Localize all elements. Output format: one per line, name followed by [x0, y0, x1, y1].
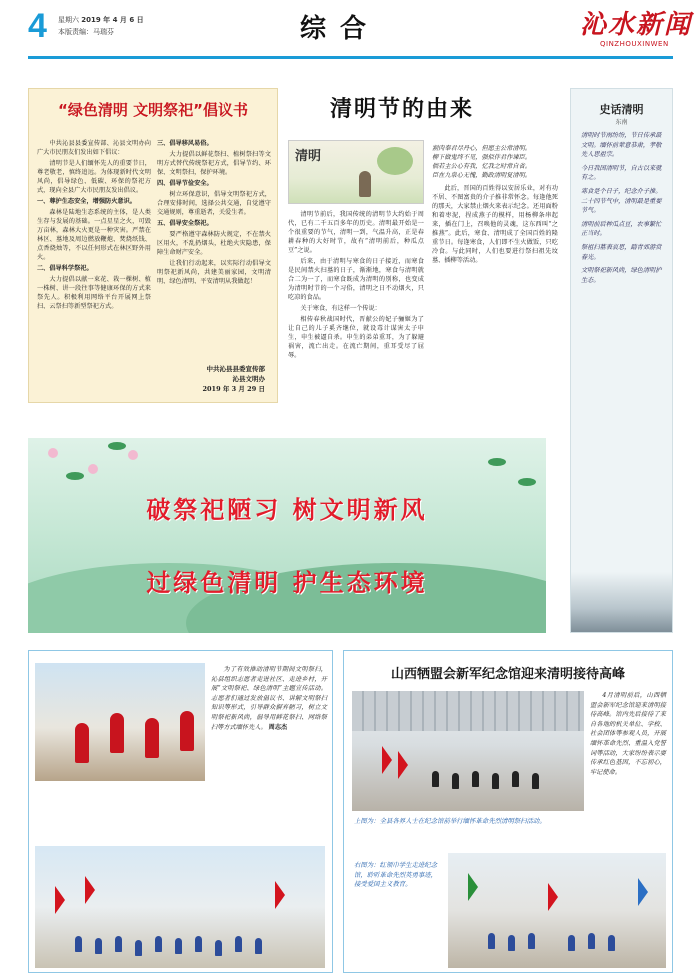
proposal-signature — [203, 364, 265, 394]
proposal-paragraph: 清明节是人们缅怀先人的重要节日，尊老敬老，慎终追远。为体现新时代文明风尚，倡导绿色、低碳、环保的祭祀方式，现向全县广大市民朋友发出倡议。 — [37, 160, 151, 194]
student-figure — [508, 935, 515, 951]
building-illustration — [352, 691, 584, 731]
proposal-paragraph: 让我们行动起来，以实际行动倡导文明祭祀新风尚，共建美丽家园，文明清明、绿色清明、平安清明从我做起！ — [157, 260, 271, 285]
students-photo — [35, 846, 325, 968]
report-paragraph — [211, 665, 327, 732]
proposal-paragraph: 树立环保意识，倡导文明祭祀方式，合理安排时间，选择公共交通，自觉遵守交通规则，尊重逝者，关爱生者。 — [157, 191, 271, 216]
student-figure — [568, 935, 575, 951]
student-figure — [155, 936, 162, 952]
sidebar-body — [581, 131, 665, 289]
volunteer-figure — [145, 718, 159, 758]
proposal-paragraph: 大力提倡以献一束花、栽一棵树、植一株树、讲一段往事等健康环保的方式来祭先人。积极利用网络平台开展网上祭扫、云祭扫等新型祭祀方式。 — [37, 276, 151, 310]
student-figure — [195, 936, 202, 952]
attendee-figure — [532, 773, 539, 789]
proposal-paragraph: 中共沁县县委宣传部、沁县文明办向广大市民朋友们发出如下倡议： — [37, 140, 151, 156]
student-figure — [588, 933, 595, 949]
proposal-heading: 三、倡导移风易俗。 — [157, 140, 213, 147]
slogan-line: 破祭祀陋习 树文明新风 — [146, 496, 428, 524]
article-paragraph: 关于寒食，有这样一个传说： — [300, 305, 381, 312]
photo-caption: 右图为：红领巾学生走进纪念馆，聆听革命先烈英勇事迹，接受爱国主义教育。 — [354, 861, 438, 889]
volunteer-figure — [75, 723, 89, 763]
poem-line: 臣在九泉心无愧，勤政清明复清明。 — [432, 172, 531, 179]
red-flag-icon — [55, 886, 65, 914]
article-paragraph: 相传春秋战国时代，晋献公的妃子骊姬为了让自己的儿子奚齐继位，就设毒计谋害太子申生，申生被逼自杀。申生的弟弟重耳，为了躲避祸害，流亡出走。在流亡期间，重耳受尽了屈辱。 — [288, 316, 424, 359]
student-figure — [255, 938, 262, 954]
photo-caption: 上图为：全县各界人士在纪念馆前举行缅怀革命先烈清明祭扫活动。 — [354, 817, 546, 825]
article-title: 清明节的由来 — [330, 97, 475, 122]
sidebar-line: 清明前后种瓜点豆，农事繁忙正当时。 — [581, 220, 662, 238]
issue-date: 2019 年 4 月 6 日 — [81, 16, 144, 24]
poem-line: 倘若主公心有我，忆我之时常自省。 — [432, 163, 531, 170]
proposal-heading: 二、倡导科学祭祀。 — [37, 265, 93, 272]
photo-credit: 周志杰 — [268, 723, 288, 731]
tree-illustration — [377, 147, 413, 175]
leaf-icon — [488, 458, 506, 466]
report-right — [343, 650, 673, 973]
red-flag-icon — [275, 881, 285, 909]
sidebar-line: 寒食是个日子，纪念介子推。二十四节气中，清明最是重要节气。 — [581, 187, 662, 215]
students-photo — [448, 853, 666, 968]
green-flag-icon — [468, 873, 478, 901]
attendee-figure — [492, 773, 499, 789]
article-photo — [288, 140, 424, 204]
figure-illustration — [359, 171, 371, 197]
proposal-paragraph: 大力提倡以鲜花祭扫、植树祭扫等文明方式替代传统祭祀方式，倡导节约、环保、文明祭扫，保护环境。 — [157, 151, 271, 176]
article-paragraph: 此后，晋国的百姓得以安居乐业，对有功不居、不图富贵的介子推非常怀念。每逢他死的那天，大家禁止烟火来表示纪念。还用面粉和着枣泥，捏成燕子的模样，用杨柳条串起来，插在门上，召唤他的灵魂，这东西叫“之推燕”。此后，寒食、清明成了全国百姓的隆重节日。每逢寒食，人们即不生火做饭，只吃冷食。与此同时，人们也要进行祭扫祖先坟墓、插柳等活动。 — [432, 185, 558, 264]
report-right-text — [590, 691, 666, 777]
proposal-body — [37, 139, 271, 313]
proposal-heading: 五、倡导安全祭祀。 — [157, 220, 213, 227]
volunteer-photo — [35, 663, 205, 781]
flower-icon — [128, 450, 138, 460]
leaf-icon — [518, 478, 536, 486]
proposal-paragraph: 森林是陆地生态系统的主体，是人类生存与发展的基础。一点星星之火，可毁万亩林，森林大火更是一种灾害。严禁在林区、墓地及周边燃放鞭炮、焚烧纸钱、点香烧烛等，不以任何形式在林区野外用火。 — [37, 209, 151, 261]
header-info — [58, 14, 144, 38]
sidebar-line: 祭祖扫墓表哀思，踏青郊游赏春光。 — [581, 243, 662, 261]
sidebar-line: 清明时节雨纷纷，节日传承最文明。缅怀前辈意恭肃，孝敬先人思祖宗。 — [581, 132, 662, 159]
newspaper-logo-en: QINZHOUXINWEN — [600, 40, 669, 48]
sidebar-line: 文明祭祀新风尚，绿色清明护生态。 — [581, 267, 662, 284]
sidebar-title: 史话清明 — [599, 103, 644, 116]
mountain-illustration — [571, 572, 672, 632]
proposal-box — [28, 88, 278, 403]
student-figure — [488, 933, 495, 949]
volunteer-figure — [110, 713, 124, 753]
report-left — [28, 650, 333, 973]
attendee-figure — [452, 773, 459, 789]
attendee-figure — [472, 771, 479, 787]
student-figure — [608, 935, 615, 951]
signature-org: 中共沁县县委宣传部 — [206, 365, 265, 373]
article-poem — [432, 144, 558, 180]
sidebar-author: 东南 — [615, 119, 628, 126]
proposal-column — [157, 139, 271, 313]
article-column — [288, 210, 424, 400]
poem-line: 柳下做鬼终不见，强似伴君作谏臣。 — [432, 154, 531, 161]
attendee-figure — [512, 771, 519, 787]
attendee-figure — [432, 771, 439, 787]
signature-org: 沁县文明办 — [232, 375, 265, 383]
leaf-icon — [66, 472, 84, 480]
editor-credit: 本版责编：马瑞芬 — [58, 28, 114, 36]
report-left-text — [211, 665, 327, 732]
volunteer-figure — [180, 711, 194, 751]
student-figure — [528, 933, 535, 949]
red-flag-icon — [548, 883, 558, 911]
slogan-line: 过绿色清明 护生态环境 — [146, 569, 428, 597]
photo-calligraphy: 清明 — [295, 149, 322, 164]
sidebar-box — [570, 88, 673, 633]
article-paragraph: 后来，由于清明与寒食的日子接近，而寒食是民间禁火扫墓的日子，渐渐地，寒食与清明就合二为一了，而寒食既成为清明的别称，也变成为清明时节的一个习俗，清明之日不动烟火，只吃凉的食品。 — [288, 258, 424, 301]
header-rule — [28, 56, 673, 59]
student-figure — [175, 938, 182, 954]
proposal-heading: 一、尊护生态安全，增强防火意识。 — [37, 198, 136, 205]
report-paragraph: 4月清明前后，山西牺盟会新军纪念馆迎来清明接待高峰。馆内先后接待了来自各地的机关单位、学校、社会团体等参观人员，开展缅怀革命先烈、重温入党誓词等活动，大家纷纷表示要传承红色基因，不忘初心，牢记使命。 — [590, 692, 666, 776]
newspaper-logo: 沁水新闻 — [580, 10, 693, 40]
flower-icon — [48, 448, 58, 458]
student-figure — [235, 936, 242, 952]
page-number: 4 — [28, 7, 47, 45]
article-column — [432, 140, 558, 400]
poem-line: 割肉奉君尽丹心，但愿主公常清明。 — [432, 145, 531, 152]
signature-date: 2019 年 3 月 29 日 — [202, 385, 265, 393]
red-flag-icon — [85, 876, 95, 904]
weekday: 星期六 — [58, 16, 79, 24]
proposal-paragraph: 要严格遵守森林防火规定，不在禁火区用火，不乱扔烟头，杜绝火灾隐患，保障生命财产安全。 — [157, 231, 271, 256]
student-figure — [95, 938, 102, 954]
red-flag-icon — [398, 751, 408, 779]
blue-flag-icon — [638, 878, 648, 906]
proposal-column — [37, 139, 151, 313]
student-figure — [215, 940, 222, 956]
flower-icon — [88, 464, 98, 474]
report-body: 为了有效推动清明节期间文明祭扫，沁县组织志愿者走进社区、走进乡村，开展“文明祭祀、绿色清明”主题宣传活动。志愿者们通过发放倡议书、讲解文明祭扫知识等形式，引导群众摒弃陋习，树立文明祭祀新风尚，倡导用鲜花祭扫、网络祭扫等方式缅怀先人。 — [211, 666, 327, 731]
student-figure — [135, 940, 142, 956]
article-paragraph: 清明节前后，我国传统的清明节大约始于周代，已有二千五百多年的历史。清明最开始是一个很重要的节气，清明一到，气温升高，正是春耕春种的大好时节，故有“清明前后，种瓜点豆”之说。 — [288, 211, 424, 254]
slogan-banner — [28, 438, 546, 633]
section-title: 综合 — [300, 14, 381, 44]
sidebar-line: 今日我国清明节，自古以来就有之。 — [581, 164, 662, 182]
student-figure — [115, 936, 122, 952]
proposal-title: “绿色清明 文明祭祀”倡议书 — [58, 101, 248, 119]
report-right-title: 山西牺盟会新军纪念馆迎来清明接待高峰 — [390, 667, 625, 682]
leaf-icon — [108, 442, 126, 450]
student-figure — [75, 936, 82, 952]
red-flag-icon — [382, 746, 392, 774]
proposal-heading: 四、倡导节俭安全。 — [157, 180, 213, 187]
memorial-photo — [352, 691, 584, 811]
